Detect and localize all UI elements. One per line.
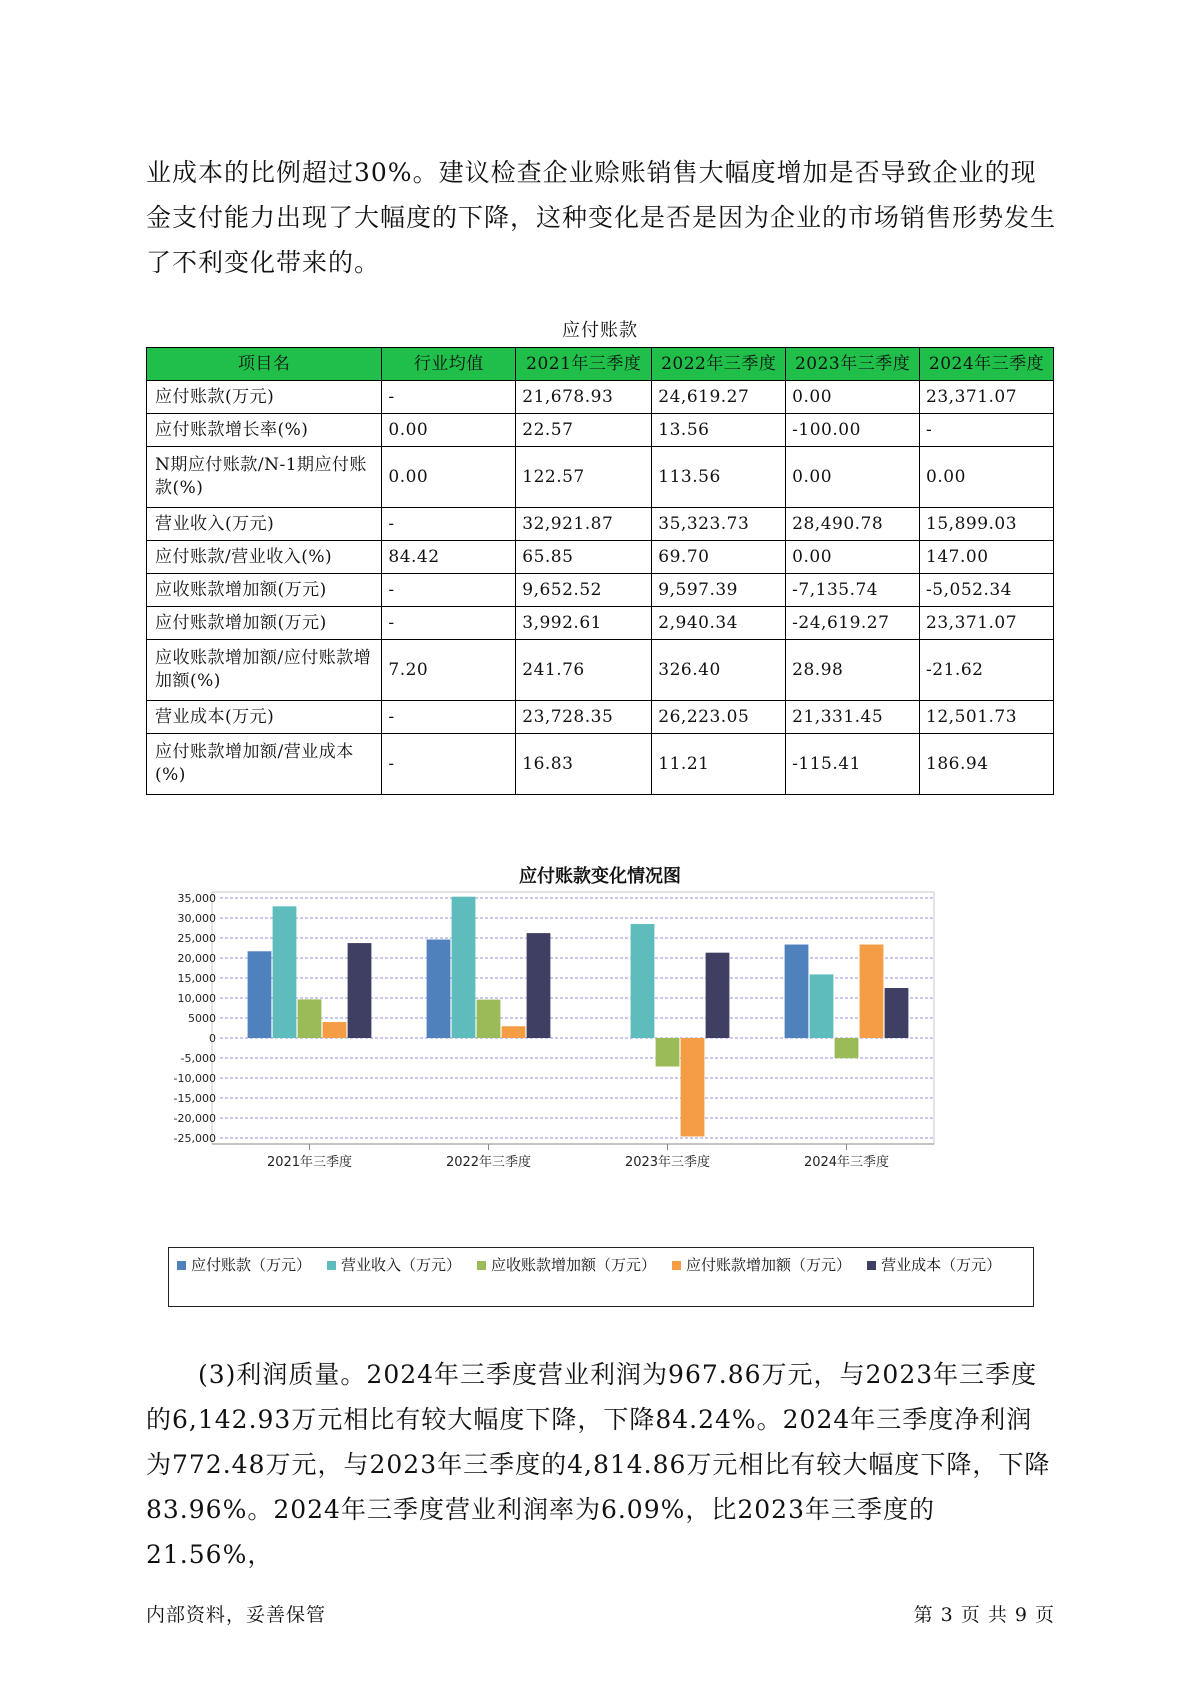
table-header-cell: 2021年三季度 bbox=[516, 348, 652, 381]
table-row-label: 应收账款增加额(万元) bbox=[147, 574, 382, 607]
table-header-cell: 行业均值 bbox=[382, 348, 516, 381]
table-cell: 23,371.07 bbox=[920, 607, 1054, 640]
footer-page-number: 第 3 页 共 9 页 bbox=[913, 1604, 1055, 1626]
table-header-cell: 2024年三季度 bbox=[920, 348, 1054, 381]
table-cell: -5,052.34 bbox=[920, 574, 1054, 607]
table-row-label: 应付账款/营业收入(%) bbox=[147, 541, 382, 574]
payables-table bbox=[146, 347, 1054, 795]
chart-title: 应付账款变化情况图 bbox=[519, 866, 681, 887]
y-tick-label: -20,000 bbox=[173, 1112, 216, 1125]
table-cell: - bbox=[382, 701, 516, 734]
y-tick-label: -25,000 bbox=[173, 1132, 216, 1145]
table-cell: 65.85 bbox=[516, 541, 652, 574]
table-cell: - bbox=[382, 607, 516, 640]
bar bbox=[656, 1038, 680, 1067]
chart-legend bbox=[168, 1247, 1034, 1307]
legend-item bbox=[867, 1252, 1001, 1278]
table-row-label: 应付账款增加额(万元) bbox=[147, 607, 382, 640]
y-tick-label: 10,000 bbox=[177, 992, 216, 1005]
bar bbox=[477, 1000, 501, 1038]
table-header-cell: 项目名 bbox=[147, 348, 382, 381]
bar bbox=[348, 943, 372, 1038]
bar bbox=[452, 897, 476, 1038]
table-row bbox=[147, 541, 1054, 574]
y-tick-label: -10,000 bbox=[173, 1072, 216, 1085]
table-cell: 84.42 bbox=[382, 541, 516, 574]
table-row bbox=[147, 734, 1054, 795]
paragraph-bottom-text: (3)利润质量。2024年三季度营业利润为967.86万元，与2023年三季度的6,142.93万元相比有较大幅度下降，下降84.24%。2024年三季度净利润为772.48万元，与2023年三季度的4,814.86万元相比有较大幅度下降，下降83.96%。2024年三季度营业利润率为6.09%，比2023年三季度的21.56%， bbox=[146, 1360, 1051, 1569]
table-cell: -115.41 bbox=[786, 734, 920, 795]
x-category-label: 2023年三季度 bbox=[624, 1155, 711, 1170]
table-row bbox=[147, 607, 1054, 640]
y-tick-label: 20,000 bbox=[177, 952, 216, 965]
table-cell: -7,135.74 bbox=[786, 574, 920, 607]
paragraph-bottom bbox=[146, 1352, 1056, 1577]
table-cell: 9,597.39 bbox=[652, 574, 786, 607]
table-row bbox=[147, 447, 1054, 508]
table-cell: 113.56 bbox=[652, 447, 786, 508]
x-category-label: 2021年三季度 bbox=[266, 1155, 353, 1170]
bar bbox=[248, 951, 272, 1038]
table-cell: 0.00 bbox=[786, 447, 920, 508]
bar bbox=[885, 988, 909, 1038]
table-row bbox=[147, 508, 1054, 541]
table-cell: 23,371.07 bbox=[920, 381, 1054, 414]
table-cell: 7.20 bbox=[382, 640, 516, 701]
table-cell: 9,652.52 bbox=[516, 574, 652, 607]
x-category-label: 2024年三季度 bbox=[803, 1155, 890, 1170]
table-header-cell: 2022年三季度 bbox=[652, 348, 786, 381]
table-cell: 24,619.27 bbox=[652, 381, 786, 414]
table-cell: -24,619.27 bbox=[786, 607, 920, 640]
legend-item bbox=[477, 1252, 656, 1278]
table-cell: 13.56 bbox=[652, 414, 786, 447]
chart-plot bbox=[160, 890, 1040, 1240]
table-cell: 0.00 bbox=[786, 541, 920, 574]
table-row bbox=[147, 701, 1054, 734]
table-cell: 0.00 bbox=[382, 447, 516, 508]
y-tick-label: 35,000 bbox=[177, 892, 216, 905]
table-cell: - bbox=[382, 574, 516, 607]
table-cell: -100.00 bbox=[786, 414, 920, 447]
table-cell: 11.21 bbox=[652, 734, 786, 795]
legend-item bbox=[672, 1252, 851, 1278]
table-cell: 28,490.78 bbox=[786, 508, 920, 541]
table-row-label: 营业收入(万元) bbox=[147, 508, 382, 541]
legend-label: 营业收入（万元） bbox=[341, 1256, 462, 1274]
table-row-label: 应付账款增长率(%) bbox=[147, 414, 382, 447]
legend-label: 应付账款（万元） bbox=[191, 1256, 312, 1274]
table-cell: 21,331.45 bbox=[786, 701, 920, 734]
table-cell: 0.00 bbox=[786, 381, 920, 414]
table-cell: 0.00 bbox=[920, 447, 1054, 508]
bar bbox=[706, 953, 730, 1038]
y-tick-label: -15,000 bbox=[173, 1092, 216, 1105]
table-row bbox=[147, 640, 1054, 701]
bar bbox=[273, 906, 297, 1038]
table-row bbox=[147, 574, 1054, 607]
table-row bbox=[147, 381, 1054, 414]
table-cell: 22.57 bbox=[516, 414, 652, 447]
footer-left: 内部资料，妥善保管 bbox=[146, 1604, 327, 1626]
table-cell: 326.40 bbox=[652, 640, 786, 701]
table-row bbox=[147, 414, 1054, 447]
payables-chart bbox=[160, 862, 1040, 1310]
bar bbox=[810, 974, 834, 1038]
table-cell: 12,501.73 bbox=[920, 701, 1054, 734]
table-caption: 应付账款 bbox=[562, 320, 638, 341]
legend-label: 应收账款增加额（万元） bbox=[491, 1256, 657, 1274]
legend-swatch bbox=[177, 1261, 186, 1270]
legend-label: 营业成本（万元） bbox=[881, 1256, 1002, 1274]
table-cell: - bbox=[382, 734, 516, 795]
legend-label: 应付账款增加额（万元） bbox=[686, 1256, 852, 1274]
y-tick-label: 15,000 bbox=[177, 972, 216, 985]
legend-swatch bbox=[327, 1261, 336, 1270]
bar bbox=[631, 924, 655, 1038]
table-header-cell: 2023年三季度 bbox=[786, 348, 920, 381]
x-category-label: 2022年三季度 bbox=[445, 1155, 532, 1170]
table-cell: 186.94 bbox=[920, 734, 1054, 795]
table-row-label: N期应付账款/N-1期应付账款(%) bbox=[147, 447, 382, 508]
legend-swatch bbox=[672, 1261, 681, 1270]
table-cell: - bbox=[382, 381, 516, 414]
paragraph-top: 业成本的比例超过30%。建议检查企业赊账销售大幅度增加是否导致企业的现金支付能力出现了大幅度的下降，这种变化是否是因为企业的市场销售形势发生了不利变化带来的。 bbox=[146, 158, 1057, 277]
bar bbox=[502, 1026, 526, 1038]
bar bbox=[860, 945, 884, 1038]
bar bbox=[323, 1022, 347, 1038]
table-cell: 0.00 bbox=[382, 414, 516, 447]
y-tick-label: -5,000 bbox=[180, 1052, 216, 1065]
legend-item bbox=[177, 1252, 311, 1278]
table-header-row bbox=[147, 348, 1054, 381]
legend-swatch bbox=[477, 1261, 486, 1270]
table-row-label: 营业成本(万元) bbox=[147, 701, 382, 734]
table-cell: - bbox=[382, 508, 516, 541]
table-cell: 28.98 bbox=[786, 640, 920, 701]
legend-item bbox=[327, 1252, 461, 1278]
bar bbox=[527, 933, 551, 1038]
table-cell: 32,921.87 bbox=[516, 508, 652, 541]
table-cell: 69.70 bbox=[652, 541, 786, 574]
table-cell: 26,223.05 bbox=[652, 701, 786, 734]
table-row-label: 应收账款增加额/应付账款增加额(%) bbox=[147, 640, 382, 701]
table-cell: 21,678.93 bbox=[516, 381, 652, 414]
bar bbox=[835, 1038, 859, 1058]
bar bbox=[298, 999, 322, 1038]
y-tick-label: 0 bbox=[209, 1032, 216, 1045]
table-row-label: 应付账款增加额/营业成本(%) bbox=[147, 734, 382, 795]
table-cell: 35,323.73 bbox=[652, 508, 786, 541]
y-tick-label: 5000 bbox=[188, 1012, 216, 1025]
table-cell: 15,899.03 bbox=[920, 508, 1054, 541]
table-cell: 16.83 bbox=[516, 734, 652, 795]
table-cell: 122.57 bbox=[516, 447, 652, 508]
table-cell: - bbox=[920, 414, 1054, 447]
bar bbox=[427, 940, 451, 1038]
table-cell: -21.62 bbox=[920, 640, 1054, 701]
bar bbox=[785, 945, 809, 1038]
table-cell: 147.00 bbox=[920, 541, 1054, 574]
y-tick-label: 30,000 bbox=[177, 912, 216, 925]
y-tick-label: 25,000 bbox=[177, 932, 216, 945]
table-row-label: 应付账款(万元) bbox=[147, 381, 382, 414]
table-cell: 2,940.34 bbox=[652, 607, 786, 640]
legend-swatch bbox=[867, 1261, 876, 1270]
table-cell: 241.76 bbox=[516, 640, 652, 701]
table-cell: 23,728.35 bbox=[516, 701, 652, 734]
bar bbox=[681, 1038, 705, 1136]
table-cell: 3,992.61 bbox=[516, 607, 652, 640]
